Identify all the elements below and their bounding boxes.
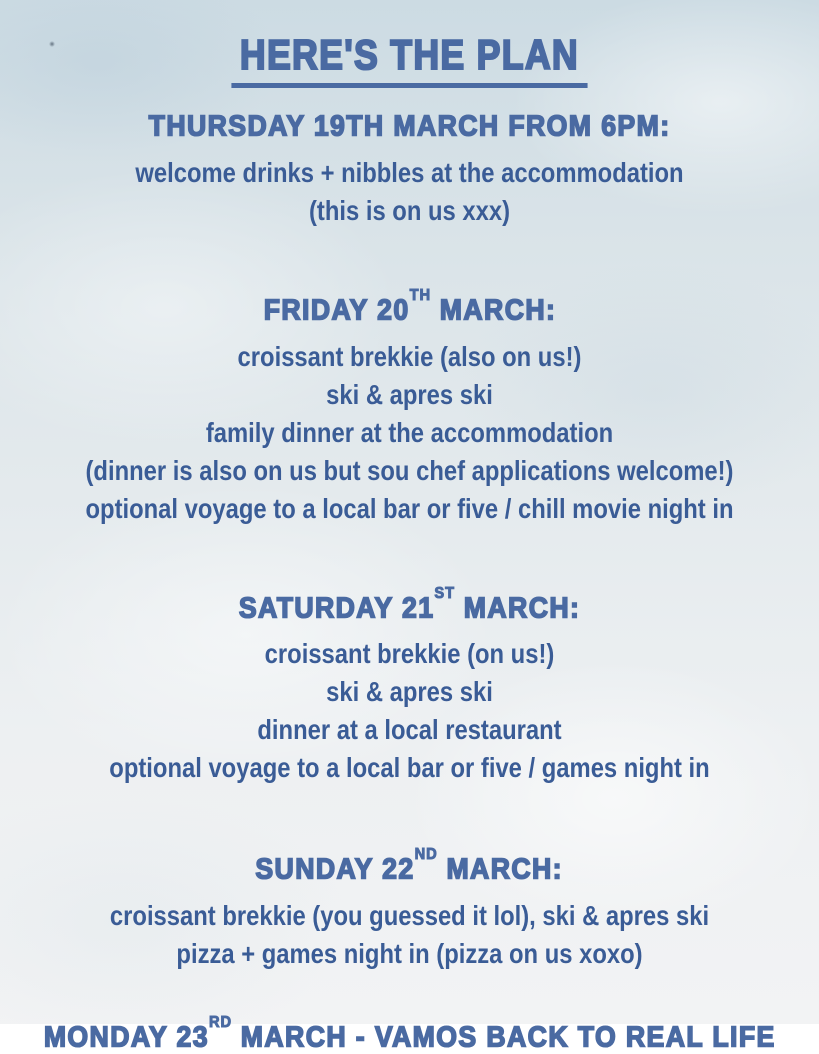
sunday-lines	[0, 897, 819, 973]
itinerary-line: pizza + games night in (pizza on us xoxo)	[176, 937, 643, 969]
heading-ordinal: ND	[414, 846, 439, 864]
section-friday	[0, 288, 819, 528]
section-saturday	[0, 586, 819, 788]
thursday-heading-row	[0, 104, 819, 154]
heading-text: SUNDAY 22	[255, 853, 415, 886]
thursday-heading	[149, 104, 671, 144]
sunday-heading-row	[0, 847, 819, 897]
heading-text: THURSDAY 19TH MARCH FROM 6PM:	[148, 110, 671, 143]
heading-text: SATURDAY 21	[238, 592, 435, 625]
heading-ordinal: ST	[434, 584, 455, 602]
monday-footer	[44, 1015, 776, 1054]
section-sunday	[0, 847, 819, 973]
footer-text: MONDAY 23	[43, 1021, 209, 1054]
itinerary-line: optional voyage to a local bar or five / chill movie night in	[85, 492, 734, 524]
itinerary-line: welcome drinks + nibbles at the accommodation	[135, 156, 684, 188]
sunday-heading	[256, 847, 564, 887]
friday-heading-row	[0, 288, 819, 338]
itinerary-line: (dinner is also on us but sou chef applications welcome!)	[85, 454, 734, 486]
heading-text: MARCH:	[438, 853, 564, 886]
footer-text: MARCH - VAMOS BACK TO REAL LIFE	[231, 1021, 776, 1054]
saturday-heading-row	[0, 586, 819, 636]
footer-row	[0, 1015, 819, 1054]
footer-ordinal: RD	[208, 1014, 232, 1032]
heading-text: MARCH:	[454, 592, 581, 625]
itinerary-line: croissant brekkie (you guessed it lol), ski & apres ski	[109, 899, 710, 931]
saturday-lines	[0, 635, 819, 787]
heading-text: FRIDAY 20	[263, 294, 410, 327]
itinerary-line: croissant brekkie (also on us!)	[237, 340, 582, 372]
page-title: HERE'S THE PLAN	[231, 32, 587, 88]
heading-ordinal: TH	[409, 287, 431, 305]
saturday-heading	[239, 586, 580, 626]
page-title-row	[0, 0, 819, 88]
itinerary-line: dinner at a local restaurant	[257, 714, 562, 746]
heading-text: MARCH:	[430, 294, 556, 327]
itinerary-line: (this is on us xxx)	[308, 194, 511, 226]
itinerary-line: ski & apres ski	[326, 378, 493, 410]
itinerary-line: optional voyage to a local bar or five / games night in	[109, 752, 710, 784]
friday-heading	[263, 288, 556, 328]
friday-lines	[0, 338, 819, 528]
itinerary-line: ski & apres ski	[326, 676, 493, 708]
itinerary-line: family dinner at the accommodation	[205, 416, 614, 448]
section-thursday	[0, 104, 819, 230]
thursday-lines	[0, 154, 819, 230]
itinerary-line: croissant brekkie (on us!)	[264, 638, 555, 670]
